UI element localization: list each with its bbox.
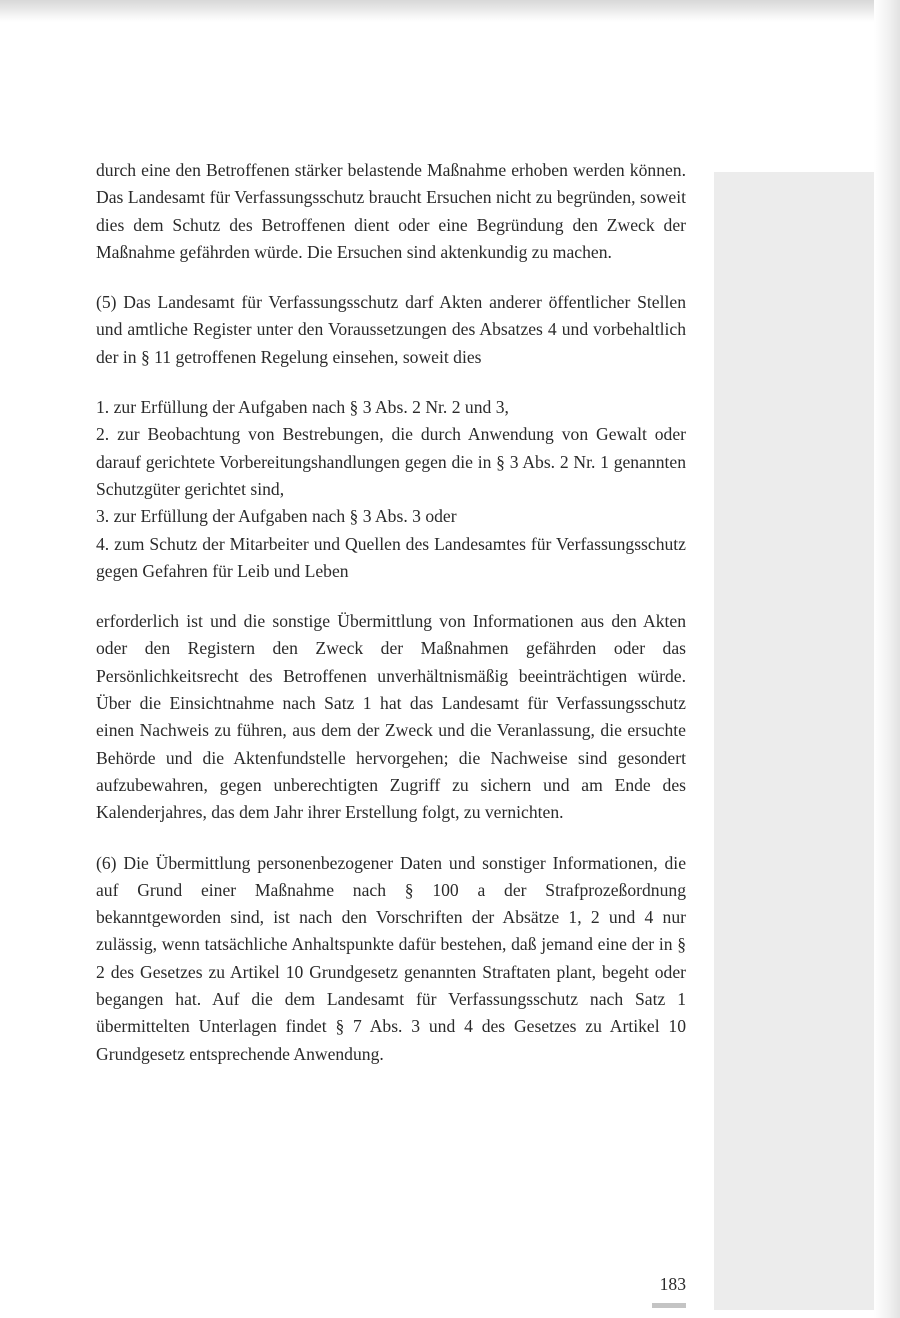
page-number-mark	[652, 1303, 686, 1308]
paragraph-continuation: durch eine den Betroffenen stärker belastende Maßnahme erhoben werden können. Das Landesamt für Verfassungsschutz braucht Ersuchen nicht zu begründen, soweit dies dem Schutz des Betroffenen dient oder eine Begründung den Zweck der Maßnahme gefährden würde. Die Ersuchen sind aktenkundig zu machen.	[96, 160, 686, 262]
list-item: 3. zur Erfüllung der Aufgaben nach § 3 Abs. 3 oder	[96, 506, 457, 527]
list-item: 4. zum Schutz der Mitarbeiter und Quellen des Landesamtes für Verfassungsschutz gegen Gefahren für Leib und Leben	[96, 533, 686, 581]
paragraph-6: (6) Die Übermittlung personenbezogener Daten und sonstiger Informationen, die auf Grund einer Maßnahme nach § 100 a der Strafprozeßordnung bekanntgeworden sind, ist nach den Vorschriften der Absätze 1, 2 und 4 nur zulässig, wenn tatsächliche Anhaltspunkte dafür bestehen, daß jemand eine der in § 2 des Gesetzes zu Artikel 10 Grundgesetz genannten Straftaten plant, begeht oder begangen hat. Auf die dem Landesamt für Verfassungsschutz nach Satz 1 übermittelten Unterlagen findet § 7 Abs. 3 und 4 des Gesetzes zu Artikel 10 Grundgesetz entsprechende Anwendung.	[96, 852, 686, 1064]
paragraph-5-intro: (5) Das Landesamt für Verfassungsschutz darf Akten anderer öffentlicher Stellen und amtliche Register unter den Voraussetzungen des Absatzes 4 und vorbehaltlich der in § 11 getroffenen Regelung einsehen, soweit dies	[96, 292, 686, 367]
numbered-list	[96, 394, 686, 585]
list-item: 2. zur Beobachtung von Bestrebungen, die durch Anwendung von Gewalt oder darauf gerichtete Vorbereitungshandlungen gegen die in § 3 Abs. 2 Nr. 1 genannten Schutzgüter gerichtet sind,	[96, 424, 686, 499]
list-item: 1. zur Erfüllung der Aufgaben nach § 3 Abs. 2 Nr. 2 und 3,	[96, 397, 509, 418]
scan-right-edge	[874, 0, 900, 1318]
scan-top-shadow	[0, 0, 900, 22]
margin-shading	[714, 172, 874, 1310]
paragraph-5-conclusion: erforderlich ist und die sonstige Übermittlung von Informationen aus den Akten oder den Registern den Zweck der Maßnahmen gefährden oder das Persönlichkeitsrecht des Betroffenen unverhältnismäßig beeinträchtigen würde. Über die Einsichtnahme nach Satz 1 hat das Landesamt für Verfassungsschutz einen Nachweis zu führen, aus dem der Zweck und die Veranlassung, die ersuchte Behörde und die Aktenfundstelle hervorgehen; die Nachweise sind gesondert aufzubewahren, gegen unberechtigten Zugriff zu sichern und am Ende des Kalenderjahres, das dem Jahr ihrer Erstellung folgt, zu vernichten.	[96, 611, 686, 823]
page-number: 183	[659, 1274, 686, 1294]
body-text	[96, 157, 686, 1091]
